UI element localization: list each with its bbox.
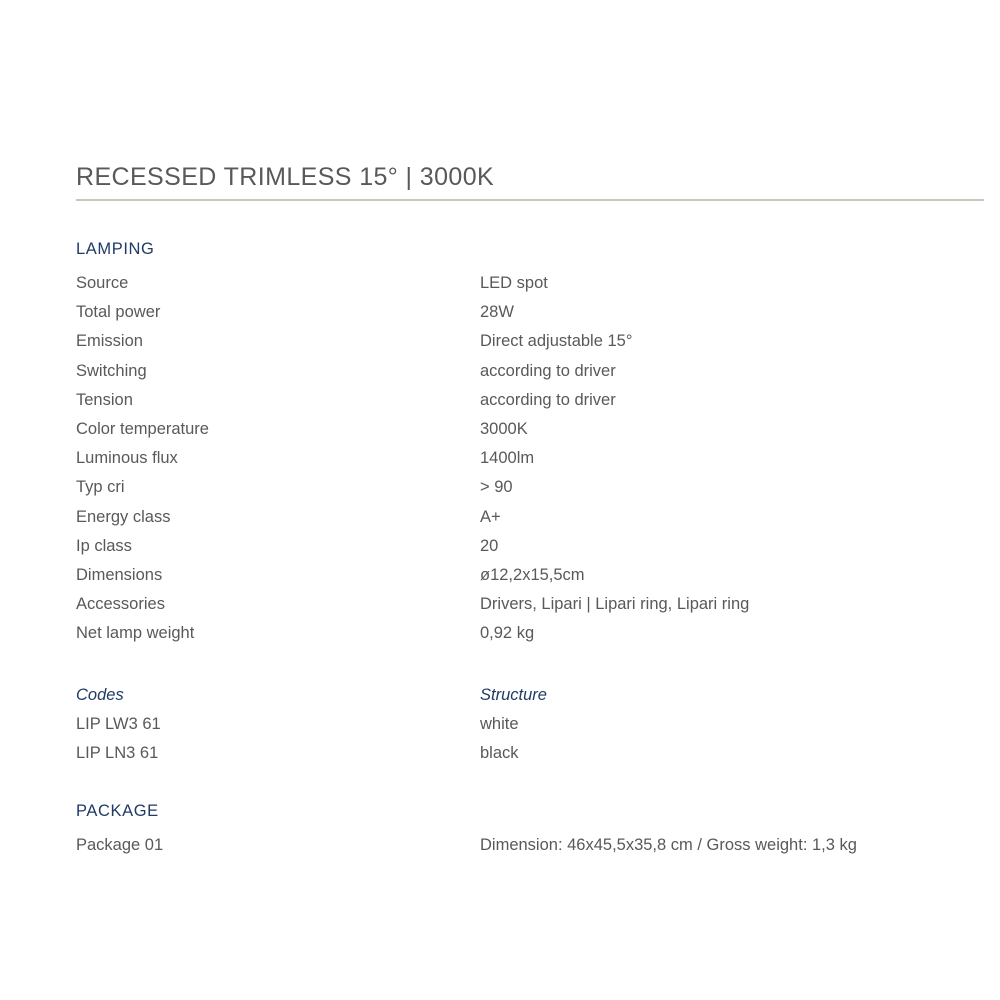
lamping-section-heading: LAMPING	[76, 240, 155, 258]
structure-column-heading: Structure	[480, 686, 547, 704]
codes-table	[76, 681, 936, 769]
spec-value: Drivers, Lipari | Lipari ring, Lipari ring	[480, 595, 750, 614]
title-divider	[76, 199, 984, 201]
spec-label: Accessories	[76, 595, 165, 614]
package-section	[76, 831, 976, 860]
table-header-row	[76, 681, 936, 710]
spec-value: 28W	[480, 303, 514, 322]
table-row	[76, 590, 936, 619]
table-row	[76, 386, 936, 415]
spec-value: 3000K	[480, 420, 528, 439]
spec-label: Ip class	[76, 536, 132, 555]
spec-value: A+	[480, 507, 501, 526]
table-row	[76, 269, 936, 298]
spec-value: 20	[480, 536, 499, 555]
table-row	[76, 298, 936, 327]
spec-label: Typ cri	[76, 478, 125, 497]
spec-label: Color temperature	[76, 420, 209, 439]
structure-value: black	[480, 744, 519, 763]
spec-value: > 90	[480, 478, 513, 497]
table-row	[76, 710, 936, 739]
spec-label: Luminous flux	[76, 449, 178, 468]
spec-label: Switching	[76, 361, 147, 380]
table-row	[76, 831, 976, 860]
page-title: RECESSED TRIMLESS 15° | 3000K	[76, 162, 495, 191]
codes-column-heading: Codes	[76, 686, 124, 704]
spec-label: Total power	[76, 303, 161, 322]
package-table	[76, 831, 976, 860]
spec-value: ø12,2x15,5cm	[480, 566, 585, 585]
codes-section	[76, 681, 936, 769]
spec-value: Direct adjustable 15°	[480, 332, 633, 351]
table-row	[76, 619, 936, 648]
spec-label: Net lamp weight	[76, 624, 195, 643]
code-value: LIP LN3 61	[76, 744, 159, 763]
spec-label: Energy class	[76, 507, 171, 526]
table-row	[76, 473, 936, 502]
structure-value: white	[480, 715, 519, 734]
spec-value: according to driver	[480, 361, 616, 380]
spec-label: Dimensions	[76, 566, 163, 585]
table-row	[76, 357, 936, 386]
spec-value: 1400lm	[480, 449, 535, 468]
package-name: Package 01	[76, 836, 164, 854]
spec-label: Source	[76, 274, 129, 292]
package-details: Dimension: 46x45,5x35,8 cm / Gross weight: 1,3 kg	[480, 836, 857, 854]
spec-value: LED spot	[480, 274, 548, 292]
spec-label: Tension	[76, 390, 133, 409]
table-row	[76, 503, 936, 532]
table-row	[76, 444, 936, 473]
spec-value: according to driver	[480, 390, 616, 409]
table-row	[76, 415, 936, 444]
spec-label: Emission	[76, 332, 143, 351]
table-row	[76, 532, 936, 561]
table-row	[76, 561, 936, 590]
table-row	[76, 327, 936, 356]
package-section-heading: PACKAGE	[76, 802, 159, 820]
code-value: LIP LW3 61	[76, 715, 161, 734]
lamping-spec-table	[76, 269, 936, 649]
table-row	[76, 739, 936, 768]
spec-value: 0,92 kg	[480, 624, 535, 643]
